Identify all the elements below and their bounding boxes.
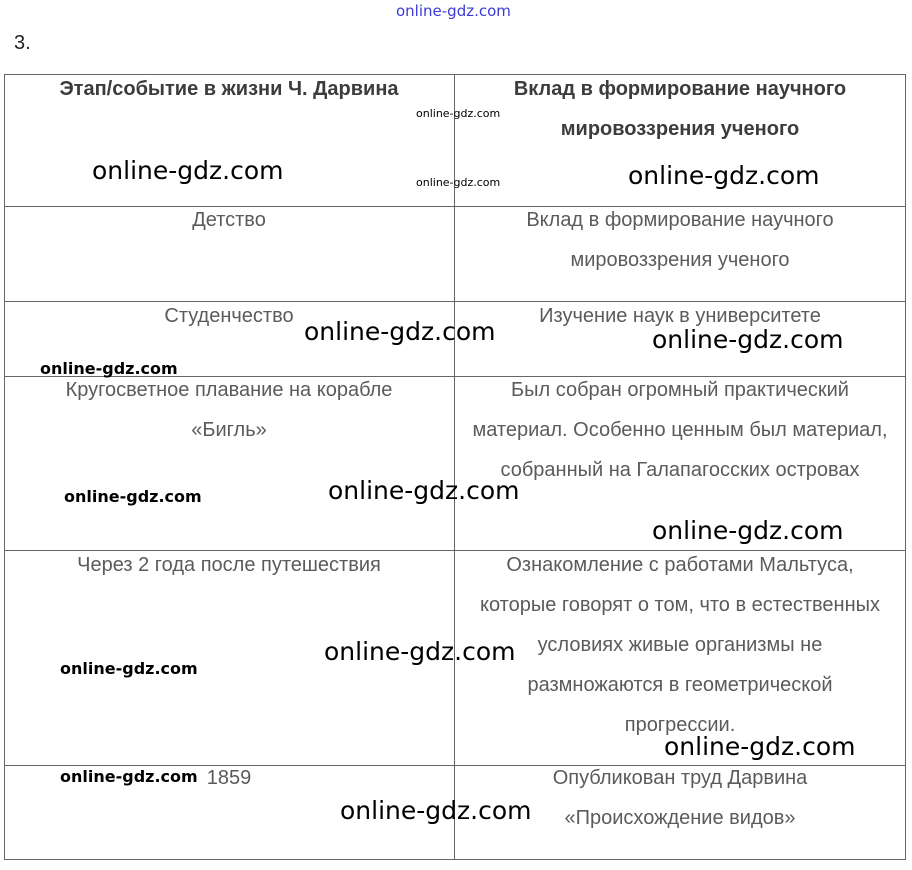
watermark: online-gdz.com bbox=[60, 767, 198, 786]
watermark: online-gdz.com bbox=[340, 796, 532, 825]
watermark: online-gdz.com bbox=[652, 516, 844, 545]
task-number: 3. bbox=[14, 32, 31, 54]
watermark: online-gdz.com bbox=[664, 732, 856, 761]
watermark: online-gdz.com bbox=[40, 359, 178, 378]
stage-cell: Кругосветное плавание на корабле «Бигль» bbox=[65, 379, 393, 441]
stage-cell: Через 2 года после путешествия bbox=[77, 554, 381, 576]
watermark: online-gdz.com bbox=[328, 476, 520, 505]
contribution-cell: Вклад в формирование научного мировоззрения ученого bbox=[526, 209, 834, 271]
stage-cell: Студенчество bbox=[164, 305, 294, 327]
stage-cell: 1859 bbox=[206, 767, 252, 789]
stage-cell: Детство bbox=[192, 209, 266, 231]
watermark: online-gdz.com bbox=[416, 107, 501, 120]
watermark: online-gdz.com bbox=[64, 487, 202, 506]
watermark: online-gdz.com bbox=[652, 325, 844, 354]
column-divider bbox=[454, 74, 455, 860]
watermark: online-gdz.com bbox=[60, 659, 198, 678]
header-stage: Этап/событие в жизни Ч. Дарвина bbox=[59, 78, 399, 100]
watermark: online-gdz.com bbox=[304, 317, 496, 346]
site-url-label[interactable]: online-gdz.com bbox=[396, 2, 511, 20]
watermark: online-gdz.com bbox=[416, 176, 501, 189]
watermark: online-gdz.com bbox=[324, 637, 516, 666]
header-contribution: Вклад в формирование научного мировоззрения ученого bbox=[513, 78, 847, 140]
contribution-cell: Изучение наук в университете bbox=[539, 305, 821, 327]
contribution-cell: Был собран огромный практический материал. Особенно ценным был материал, собранный на Галапагосских островах bbox=[472, 379, 888, 481]
watermark: online-gdz.com bbox=[628, 161, 820, 190]
contribution-cell: Опубликован труд Дарвина «Происхождение видов» bbox=[552, 767, 808, 829]
contribution-cell: Ознакомление с работами Мальтуса, которые говорят о том, что в естественных условиях живые организмы не размножаются в геометрической прогрессии. bbox=[480, 554, 880, 736]
watermark: online-gdz.com bbox=[92, 156, 284, 185]
